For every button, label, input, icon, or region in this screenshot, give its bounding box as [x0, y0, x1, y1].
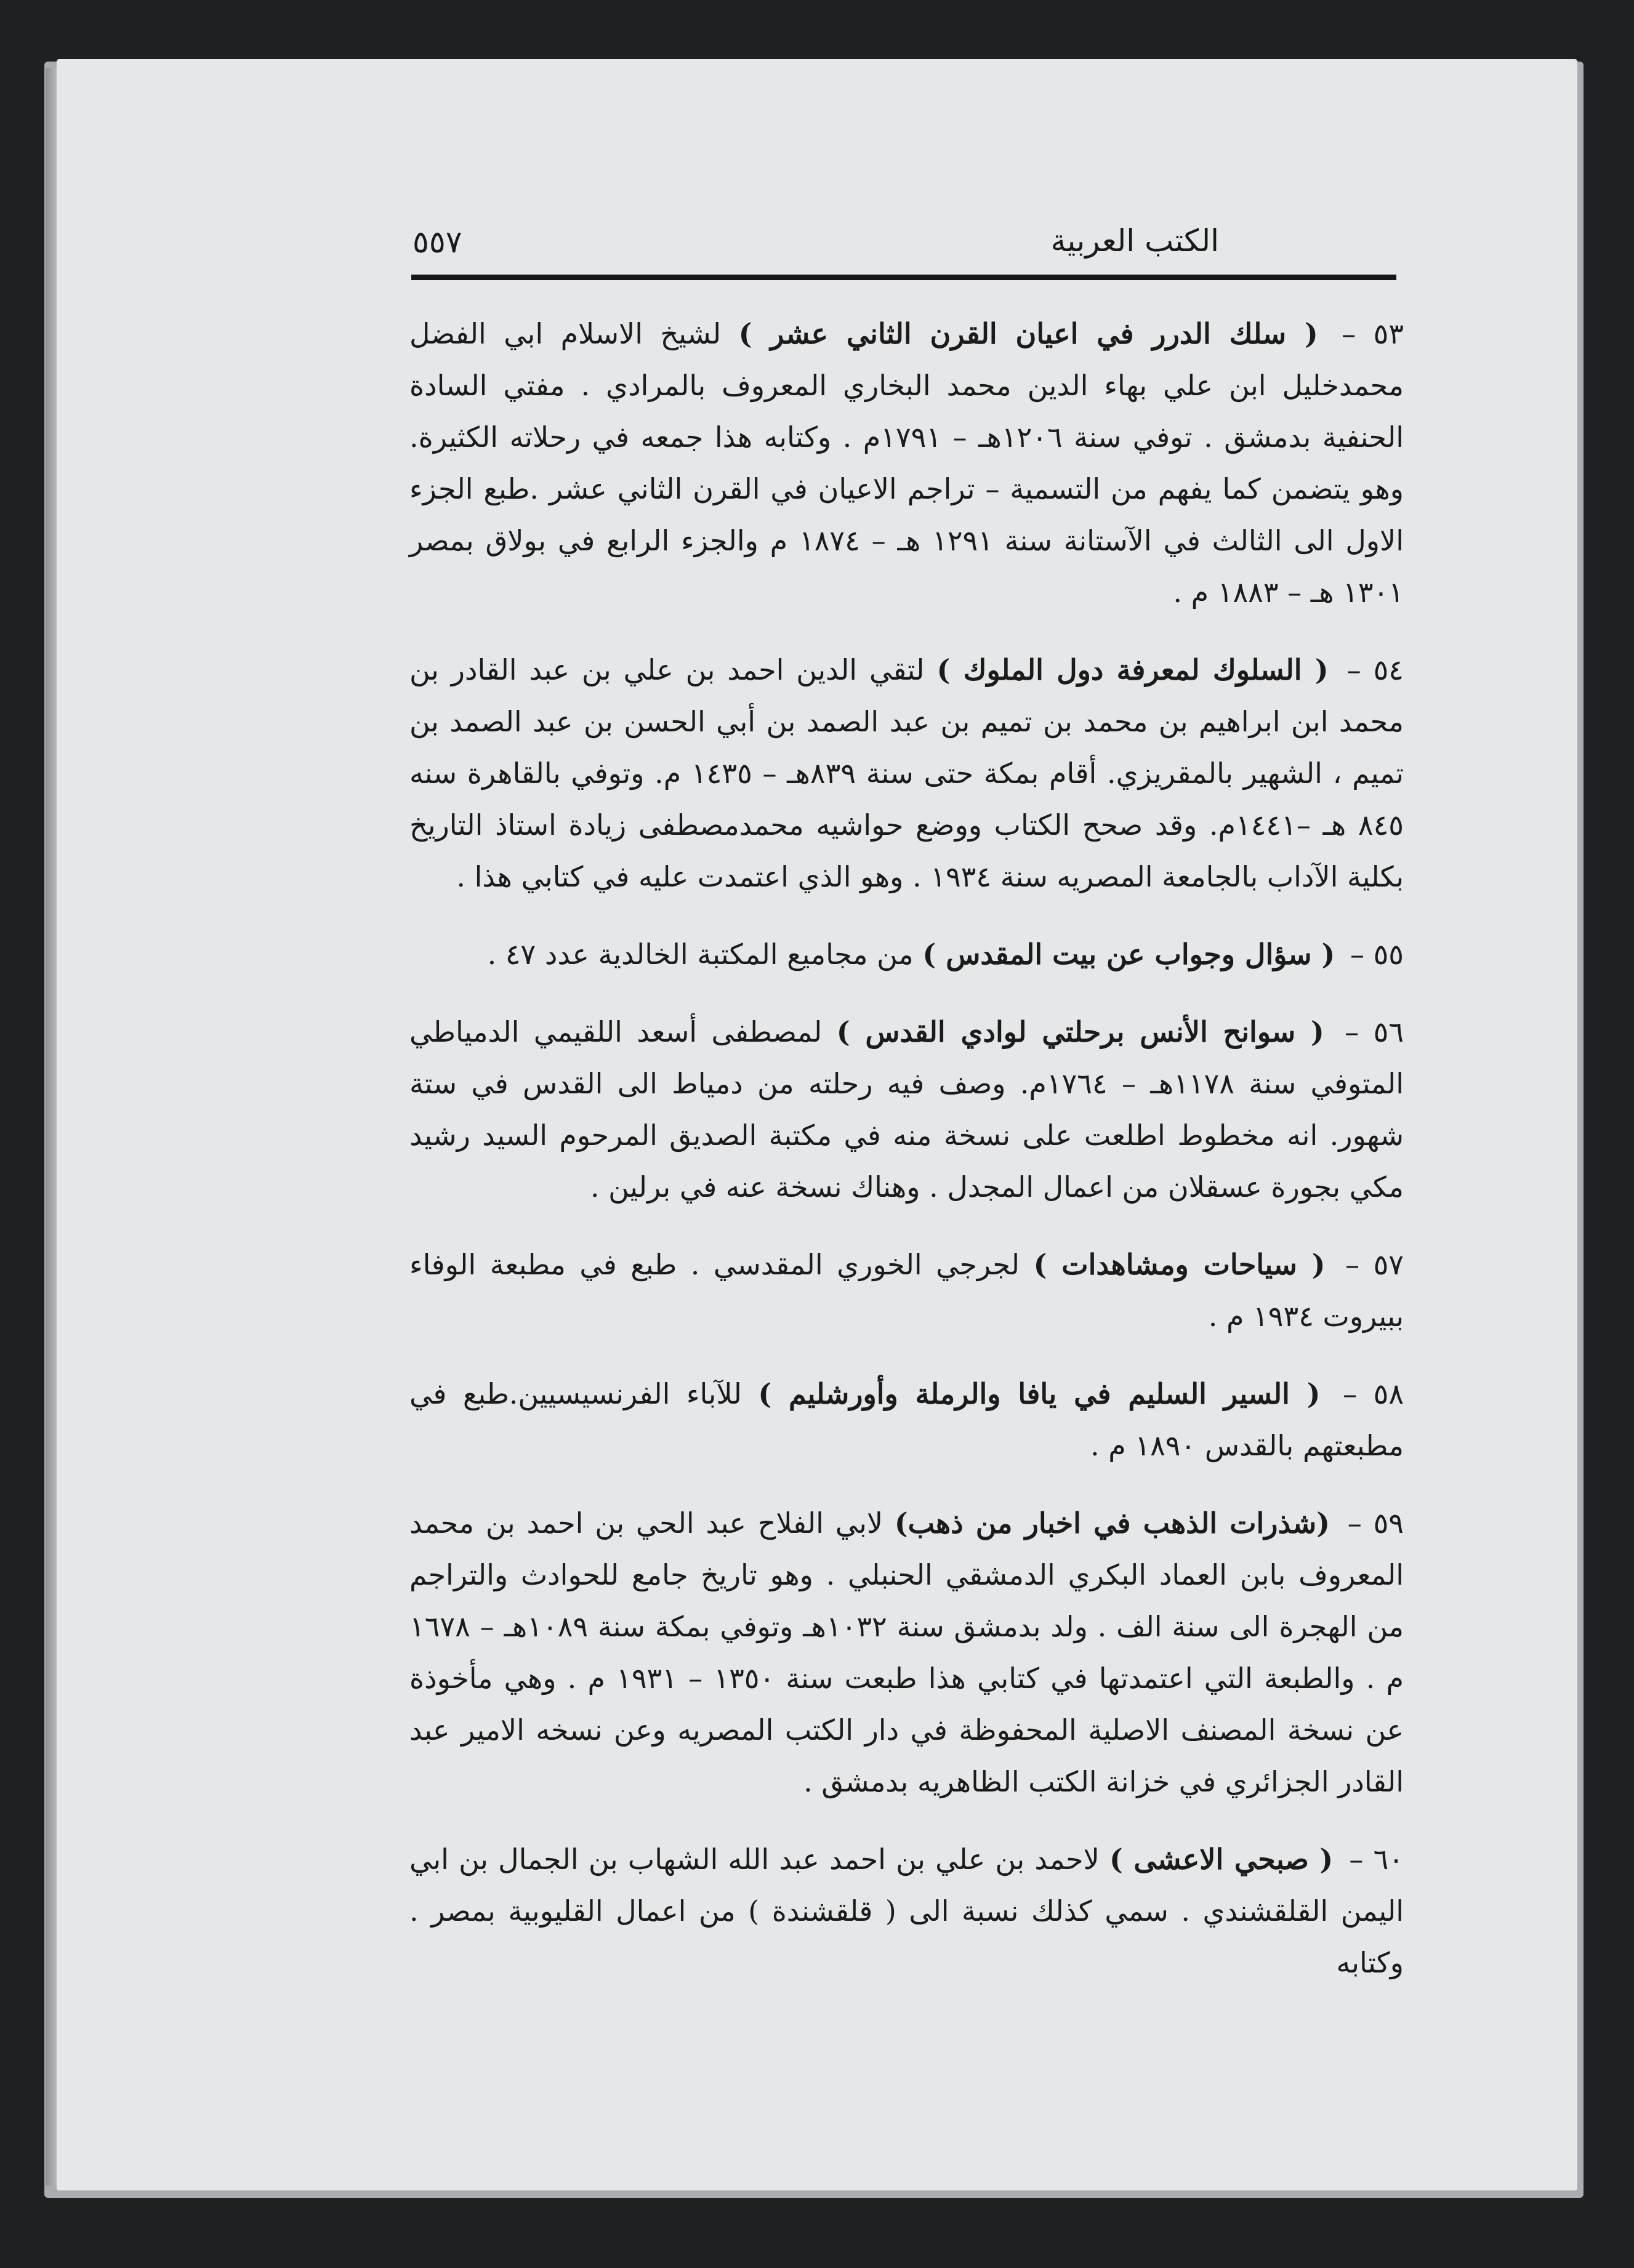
entry-title: ( السير السليم في يافا والرملة وأورشليم )	[758, 1377, 1321, 1410]
entry-text: للآباء الفرنسيسيين.طبع في مطبعتهم بالقدس ١٨٩٠ م .	[409, 1377, 1404, 1462]
entry-title: ( السلوك لمعرفة دول الملوك )	[936, 653, 1329, 686]
entry-title: ( سلك الدرر في اعيان القرن الثاني عشر )	[738, 317, 1318, 350]
entry-text: لابي الفلاح عبد الحي بن احمد بن محمد المعروف بابن العماد البكري الدمشقي الحنبلي . وهو تاريخ جامع للحوادث والتراجم من الهجرة الى سنة الف . ولد بدمشق سنة ١٠٣٢هـ وتوفي بمكة سنة ١٠٨٩هـ – ١٦٧٨ م . والطبعة التي اعتمدتها في كتابي هذا طبعت سنة ١٣٥٠ – ١٩٣١ م . وهي مأخوذة عن نسخة المصنف الاصلية المحفوظة في دار الكتب المصريه وعن نسخه الامير عبد القادر الجزائري في خزانة الكتب الظاهريه بدمشق .	[409, 1506, 1404, 1798]
entry-number: ٥٨ –	[1343, 1377, 1404, 1410]
entry-59	[409, 1497, 1404, 1808]
entry-number: ٥٦ –	[1345, 1015, 1404, 1048]
entry-number: ٥٧ –	[1345, 1248, 1404, 1281]
entry-number: ٥٥ –	[1350, 938, 1404, 971]
entry-text: لجرجي الخوري المقدسي . طبع في مطبعة الوفاء ببيروت ١٩٣٤ م .	[409, 1248, 1404, 1333]
entry-number: ٥٤ –	[1346, 653, 1404, 686]
entry-53	[409, 308, 1404, 618]
entry-55	[409, 928, 1404, 980]
entry-number: ٥٩ –	[1347, 1506, 1404, 1540]
entry-56	[409, 1006, 1404, 1213]
entry-number: ٥٣ –	[1342, 317, 1404, 350]
header-rule	[411, 275, 1396, 280]
entry-text: من مجاميع المكتبة الخالدية عدد ٤٧ .	[487, 938, 914, 971]
entry-58	[409, 1368, 1404, 1471]
entry-title: ( سياحات ومشاهدات )	[1033, 1248, 1326, 1281]
entry-57	[409, 1239, 1404, 1342]
entry-title: ( صبحي الاعشى )	[1109, 1843, 1334, 1876]
entry-54	[409, 644, 1404, 903]
entry-number: ٦٠ –	[1349, 1843, 1404, 1876]
running-title: الكتب العربية	[1050, 223, 1219, 259]
entry-title: ( سؤال وجواب عن بيت المقدس )	[922, 938, 1335, 971]
entry-title: (شذرات الذهب في اخبار من ذهب)	[894, 1506, 1330, 1540]
entry-text: لمصطفى أسعد اللقيمي الدمياطي المتوفي سنة ١١٧٨هـ – ١٧٦٤م. وصف فيه رحلته من دمياط الى القدس في ستة شهور. انه مخطوط اطلعت على نسخة منه في مكتبة الصديق المرحوم السيد رشيد مكي بجورة عسقلان من اعمال المجدل . وهناك نسخة عنه في برلين .	[409, 1015, 1404, 1204]
entry-text: لشيخ الاسلام ابي الفضل محمدخليل ابن علي بهاء الدين محمد البخاري المعروف بالمرادي . مفتي السادة الحنفية بدمشق . توفي سنة ١٢٠٦هـ – ١٧٩١م . وكتابه هذا جمعه في رحلاته الكثيرة. وهو يتضمن كما يفهم من التسمية – تراجم الاعيان في القرن الثاني عشر .طبع الجزء الاول الى الثالث في الآستانة سنة ١٢٩١ هـ – ١٨٧٤ م والجزء الرابع في بولاق بمصر ١٣٠١ هـ – ١٨٨٣ م .	[409, 317, 1404, 609]
entry-title: ( سوانح الأنس برحلتي لوادي القدس )	[836, 1015, 1324, 1048]
entry-text: لاحمد بن علي بن احمد عبد الله الشهاب بن الجمال بن ابي اليمن القلقشندي . سمي كذلك نسبة الى ( قلقشندة ) من اعمال القليوبية بمصر . وكتابه	[409, 1843, 1404, 1979]
entry-60	[409, 1833, 1404, 1989]
bibliography-entries	[409, 308, 1404, 2014]
page-number: ٥٥٧	[413, 224, 462, 260]
entry-text: لتقي الدين احمد بن علي بن عبد القادر بن محمد ابن ابراهيم بن محمد بن تميم بن عبد الصمد بن أبي الحسن بن عبد الصمد بن تميم ، الشهير بالمقريزي. أقام بمكة حتى سنة ٨٣٩هـ – ١٤٣٥ م. وتوفي بالقاهرة سنه ٨٤٥ هـ –١٤٤١م. وقد صحح الكتاب ووضع حواشيه محمدمصطفى زيادة استاذ التاريخ بكلية الآداب بالجامعة المصريه سنة ١٩٣٤ . وهو الذي اعتمدت عليه في كتابي هذا .	[409, 653, 1404, 893]
